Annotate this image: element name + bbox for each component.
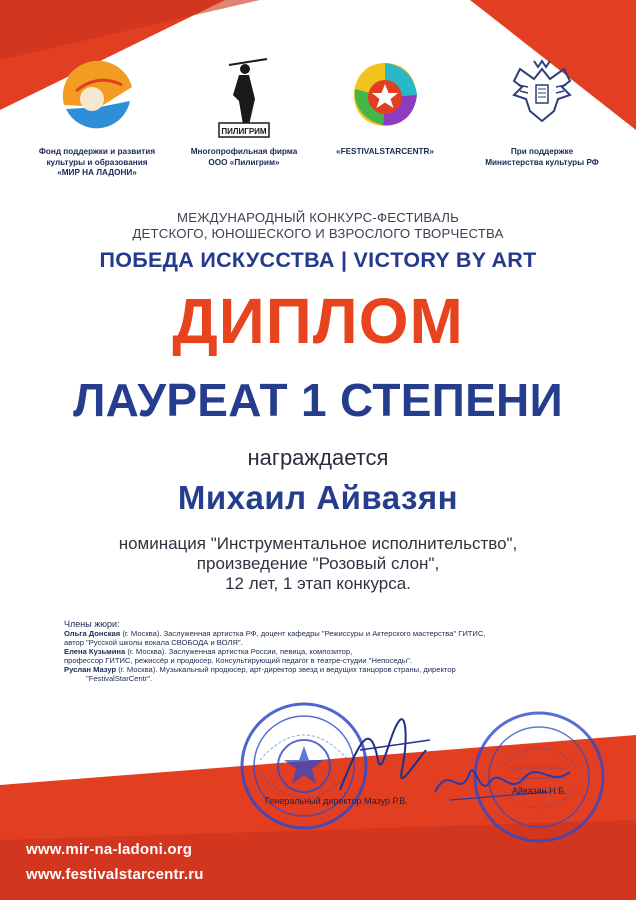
logo-caption-ministry <box>462 147 622 168</box>
award-details <box>0 534 636 594</box>
logo-caption-piligrim <box>164 147 324 168</box>
caption-line: Фонд поддержки и развития <box>38 147 156 156</box>
caption-line: культуры и образования <box>46 157 148 167</box>
awarded-label: награждается <box>247 445 389 470</box>
caption-line: Многопрофильная фирма <box>190 147 298 156</box>
jury-member-extra: профессор ГИТИС, режиссёр и продюсер. Консультирующий педагог в театре-студии "Непоседы". <box>64 656 413 665</box>
jury-section <box>64 620 564 683</box>
jury-member-extra: автор "Русской школы вокала СВОБОДА и ВОЛЯ". <box>64 638 243 647</box>
right-signature-name: Айвазян Н.Б. <box>512 786 567 796</box>
laureate-degree: ЛАУРЕАТ 1 СТЕПЕНИ <box>73 374 563 426</box>
website-link-2[interactable]: www.festivalstarcentr.ru <box>26 866 204 883</box>
left-signature-name: Мазур Р.В. <box>364 796 408 806</box>
logo-piligrim <box>164 55 324 205</box>
caption-line: «МИР НА ЛАДОНИ» <box>57 168 137 177</box>
jury-member <box>64 665 564 674</box>
piligrim-logo-icon <box>209 55 279 139</box>
website-link-1[interactable]: www.mir-na-ladoni.org <box>26 841 193 858</box>
caption-line: Министерства культуры РФ <box>485 157 599 167</box>
logo-ministry <box>462 55 622 205</box>
logo-mir-na-ladoni <box>17 55 177 205</box>
festival-subtitle-line1: МЕЖДУНАРОДНЫЙ КОНКУРС-ФЕСТИВАЛЬ <box>177 210 459 225</box>
mir-na-ladoni-logo-icon <box>56 55 138 139</box>
caption-line: При поддержке <box>510 147 574 156</box>
recipient-name: Михаил Айвазян <box>177 479 459 516</box>
jury-member <box>64 647 564 656</box>
jury-member-text: (г. Москва). Музыкальный продюсер, арт-директор звезд и ведущих танцоров страны, директор <box>116 665 456 674</box>
piligrim-logo-text: ПИЛИГРИМ <box>221 127 267 136</box>
logo-caption-fsc <box>305 147 465 158</box>
logo-festivalstarcentr <box>305 55 465 205</box>
right-signature-icon <box>430 742 580 812</box>
jury-member-name: Руслан Мазур <box>64 665 117 674</box>
festival-name: ПОБЕДА ИСКУССТВА | VICTORY BY ART <box>99 248 537 272</box>
caption-line: ООО «Пилигрим» <box>208 157 280 167</box>
left-signature-label <box>265 796 408 806</box>
caption-line: «FESTIVALSTARCENTR» <box>336 147 434 156</box>
jury-member-text: (г. Москва). Заслуженная артистка РФ, доцент кафедры "Режиссуры и Актерского мастерства" ГИТИС, <box>120 629 486 638</box>
logo-caption-mir <box>17 147 177 179</box>
jury-member-extra: "FestivalStarCentr". <box>86 674 153 683</box>
left-signature-prefix: Генеральный директор <box>265 796 362 806</box>
details-line: 12 лет, 1 этап конкурса. <box>225 574 411 593</box>
festival-subtitle-line2: ДЕТСКОГО, ЮНОШЕСКОГО И ВЗРОСЛОГО ТВОРЧЕСТВА <box>132 226 504 241</box>
jury-member-text: (г. Москва). Заслуженная артистка России, певица, композитор, <box>125 647 353 656</box>
details-line: номинация "Инструментальное исполнительство", <box>118 534 518 553</box>
jury-member <box>64 629 564 638</box>
jury-heading: Члены жюри: <box>64 619 120 629</box>
jury-member-name: Ольга Донская <box>64 629 121 638</box>
left-signature-icon <box>330 700 440 810</box>
double-headed-eagle-icon <box>504 55 580 139</box>
diploma-title: ДИПЛОМ <box>172 285 464 357</box>
details-line: произведение "Розовый слон", <box>196 554 440 573</box>
jury-member-name: Елена Кузьмина <box>64 647 126 656</box>
festivalstarcentr-logo-icon <box>345 55 425 139</box>
